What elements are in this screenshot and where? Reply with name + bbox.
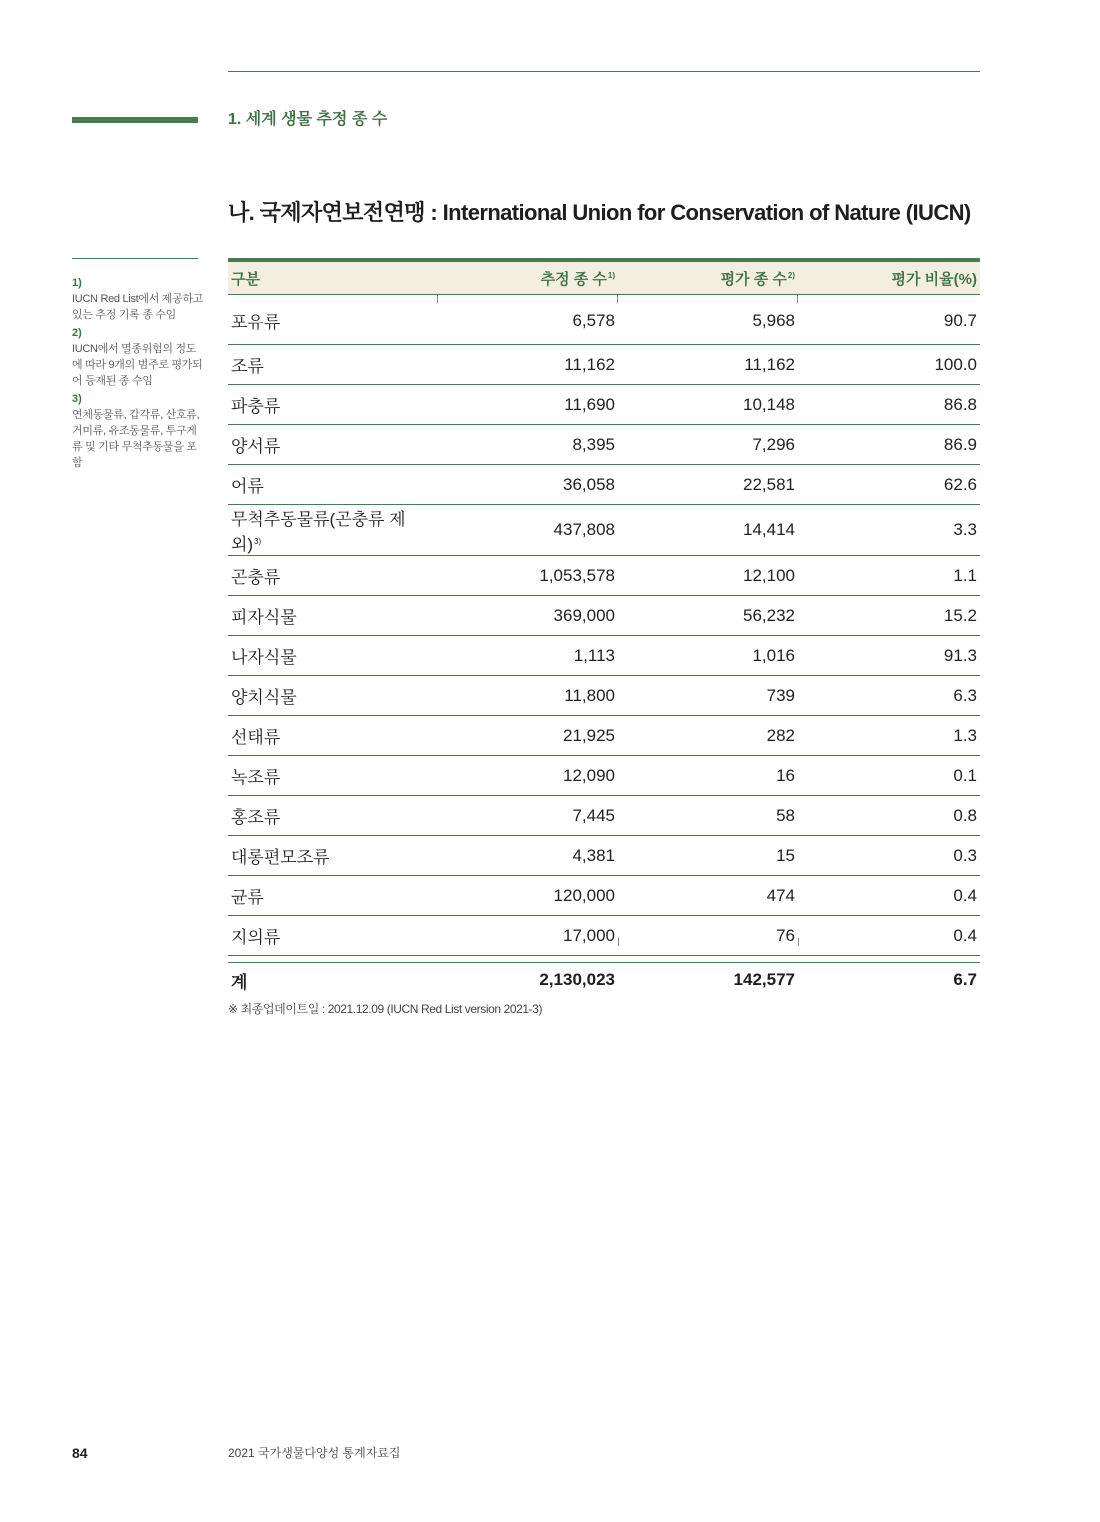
- table-row: [228, 716, 980, 756]
- row-estimated: 437,808: [438, 505, 618, 556]
- row-assessed: 22,581: [618, 465, 798, 505]
- row-ratio: 15.2: [798, 596, 980, 636]
- row-estimated: 11,690: [438, 385, 618, 425]
- row-ratio: 0.8: [798, 796, 980, 836]
- table-row: [228, 836, 980, 876]
- row-category: 지의류: [228, 916, 438, 956]
- row-assessed: 474: [618, 876, 798, 916]
- footnote-marker: 3): [254, 537, 262, 546]
- total-assessed: 142,577: [618, 963, 798, 998]
- row-estimated: 21,925: [438, 716, 618, 756]
- table-row: [228, 676, 980, 716]
- table-body: [228, 295, 980, 956]
- row-category: 조류: [228, 345, 438, 385]
- total-label: 계: [228, 963, 438, 998]
- row-estimated: 8,395: [438, 425, 618, 465]
- row-category: 무척추동물류(곤충류 제외)$^{3)}$: [228, 505, 438, 556]
- row-estimated: 1,113: [438, 636, 618, 676]
- row-category: 홍조류: [228, 796, 438, 836]
- row-assessed: 7,296: [618, 425, 798, 465]
- row-assessed: 15: [618, 836, 798, 876]
- row-ratio: 86.8: [798, 385, 980, 425]
- row-assessed: 1,016: [618, 636, 798, 676]
- row-category: 선태류: [228, 716, 438, 756]
- row-estimated: 6,578: [438, 295, 618, 345]
- row-estimated: 17,000: [438, 916, 618, 956]
- row-ratio: 0.4: [798, 916, 980, 956]
- header-category: 구분: [228, 262, 438, 295]
- row-ratio: 1.3: [798, 716, 980, 756]
- species-table: [228, 262, 980, 997]
- section-heading: 1. 세계 생물 추정 종 수: [228, 111, 388, 128]
- row-category: 피자식물: [228, 596, 438, 636]
- footnote-number: 1): [72, 277, 82, 289]
- footnote-number: 2): [72, 327, 82, 339]
- row-ratio: 91.3: [798, 636, 980, 676]
- table-update-note: ※ 최종업데이트일 : 2021.12.09 (IUCN Red List version 2021-3): [228, 1002, 543, 1016]
- row-category: 양치식물: [228, 676, 438, 716]
- row-assessed: 76: [618, 916, 798, 956]
- header-estimated: 추정 종 수$^{1)}$: [438, 262, 618, 295]
- row-estimated: 36,058: [438, 465, 618, 505]
- table-row: [228, 465, 980, 505]
- row-category: 포유류: [228, 295, 438, 345]
- top-rule: [228, 71, 980, 72]
- row-assessed: 12,100: [618, 556, 798, 596]
- species-table-container: [228, 258, 980, 997]
- total-ratio: 6.7: [798, 963, 980, 998]
- table-row: [228, 636, 980, 676]
- row-ratio: 90.7: [798, 295, 980, 345]
- row-estimated: 11,800: [438, 676, 618, 716]
- footnotes: [72, 273, 204, 471]
- table-row: [228, 385, 980, 425]
- table-row: [228, 596, 980, 636]
- table-row: [228, 345, 980, 385]
- page-title: 나. 국제자연보전연맹 : International Union for Conservation of Nature (IUCN): [228, 200, 971, 225]
- footnote-text: IUCN에서 멸종위험의 정도에 따라 9개의 범주로 평가되어 등재된 종 수임: [72, 343, 203, 387]
- row-estimated: 369,000: [438, 596, 618, 636]
- footnote-text: 연체동물류, 갑각류, 산호류, 거미류, 유조동물류, 투구게류 및 기타 무척추동물을 포함: [72, 409, 200, 469]
- row-estimated: 4,381: [438, 836, 618, 876]
- row-category: 어류: [228, 465, 438, 505]
- row-assessed: 739: [618, 676, 798, 716]
- row-category: 나자식물: [228, 636, 438, 676]
- row-category: 파충류: [228, 385, 438, 425]
- row-estimated: 7,445: [438, 796, 618, 836]
- table-row: [228, 916, 980, 956]
- row-assessed: 10,148: [618, 385, 798, 425]
- table-row: [228, 796, 980, 836]
- table-row: [228, 756, 980, 796]
- row-estimated: 12,090: [438, 756, 618, 796]
- column-tick: [798, 938, 799, 946]
- row-assessed: 14,414: [618, 505, 798, 556]
- row-assessed: 11,162: [618, 345, 798, 385]
- footnote-text: IUCN Red List에서 제공하고 있는 추정 기록 종 수임: [72, 293, 204, 321]
- row-ratio: 0.3: [798, 836, 980, 876]
- row-ratio: 3.3: [798, 505, 980, 556]
- total-estimated: 2,130,023: [438, 963, 618, 998]
- row-ratio: 100.0: [798, 345, 980, 385]
- table-header-row: [228, 262, 980, 295]
- row-assessed: 58: [618, 796, 798, 836]
- page-number: 84: [72, 1445, 88, 1461]
- row-category: 녹조류: [228, 756, 438, 796]
- row-category: 곤충류: [228, 556, 438, 596]
- row-estimated: 1,053,578: [438, 556, 618, 596]
- table-row: [228, 295, 980, 345]
- row-category: 균류: [228, 876, 438, 916]
- footnote-number: 3): [72, 393, 82, 405]
- notes-rule: [72, 258, 198, 259]
- column-tick: [618, 938, 619, 946]
- row-ratio: 86.9: [798, 425, 980, 465]
- row-category: 양서류: [228, 425, 438, 465]
- section-marker-bar: [72, 117, 198, 123]
- row-estimated: 120,000: [438, 876, 618, 916]
- row-ratio: 0.4: [798, 876, 980, 916]
- row-ratio: 6.3: [798, 676, 980, 716]
- row-category: 대롱편모조류: [228, 836, 438, 876]
- table-row: [228, 556, 980, 596]
- header-assessed: 평가 종 수$^{2)}$: [618, 262, 798, 295]
- table-row: [228, 425, 980, 465]
- total-row: [228, 963, 980, 998]
- book-title: 2021 국가생물다양성 통계자료집: [228, 1446, 401, 1460]
- row-ratio: 0.1: [798, 756, 980, 796]
- row-estimated: 11,162: [438, 345, 618, 385]
- row-assessed: 16: [618, 756, 798, 796]
- table-row: [228, 505, 980, 556]
- row-assessed: 282: [618, 716, 798, 756]
- row-assessed: 5,968: [618, 295, 798, 345]
- header-ratio: 평가 비율(%): [798, 262, 980, 295]
- row-ratio: 62.6: [798, 465, 980, 505]
- row-ratio: 1.1: [798, 556, 980, 596]
- table-row: [228, 876, 980, 916]
- row-assessed: 56,232: [618, 596, 798, 636]
